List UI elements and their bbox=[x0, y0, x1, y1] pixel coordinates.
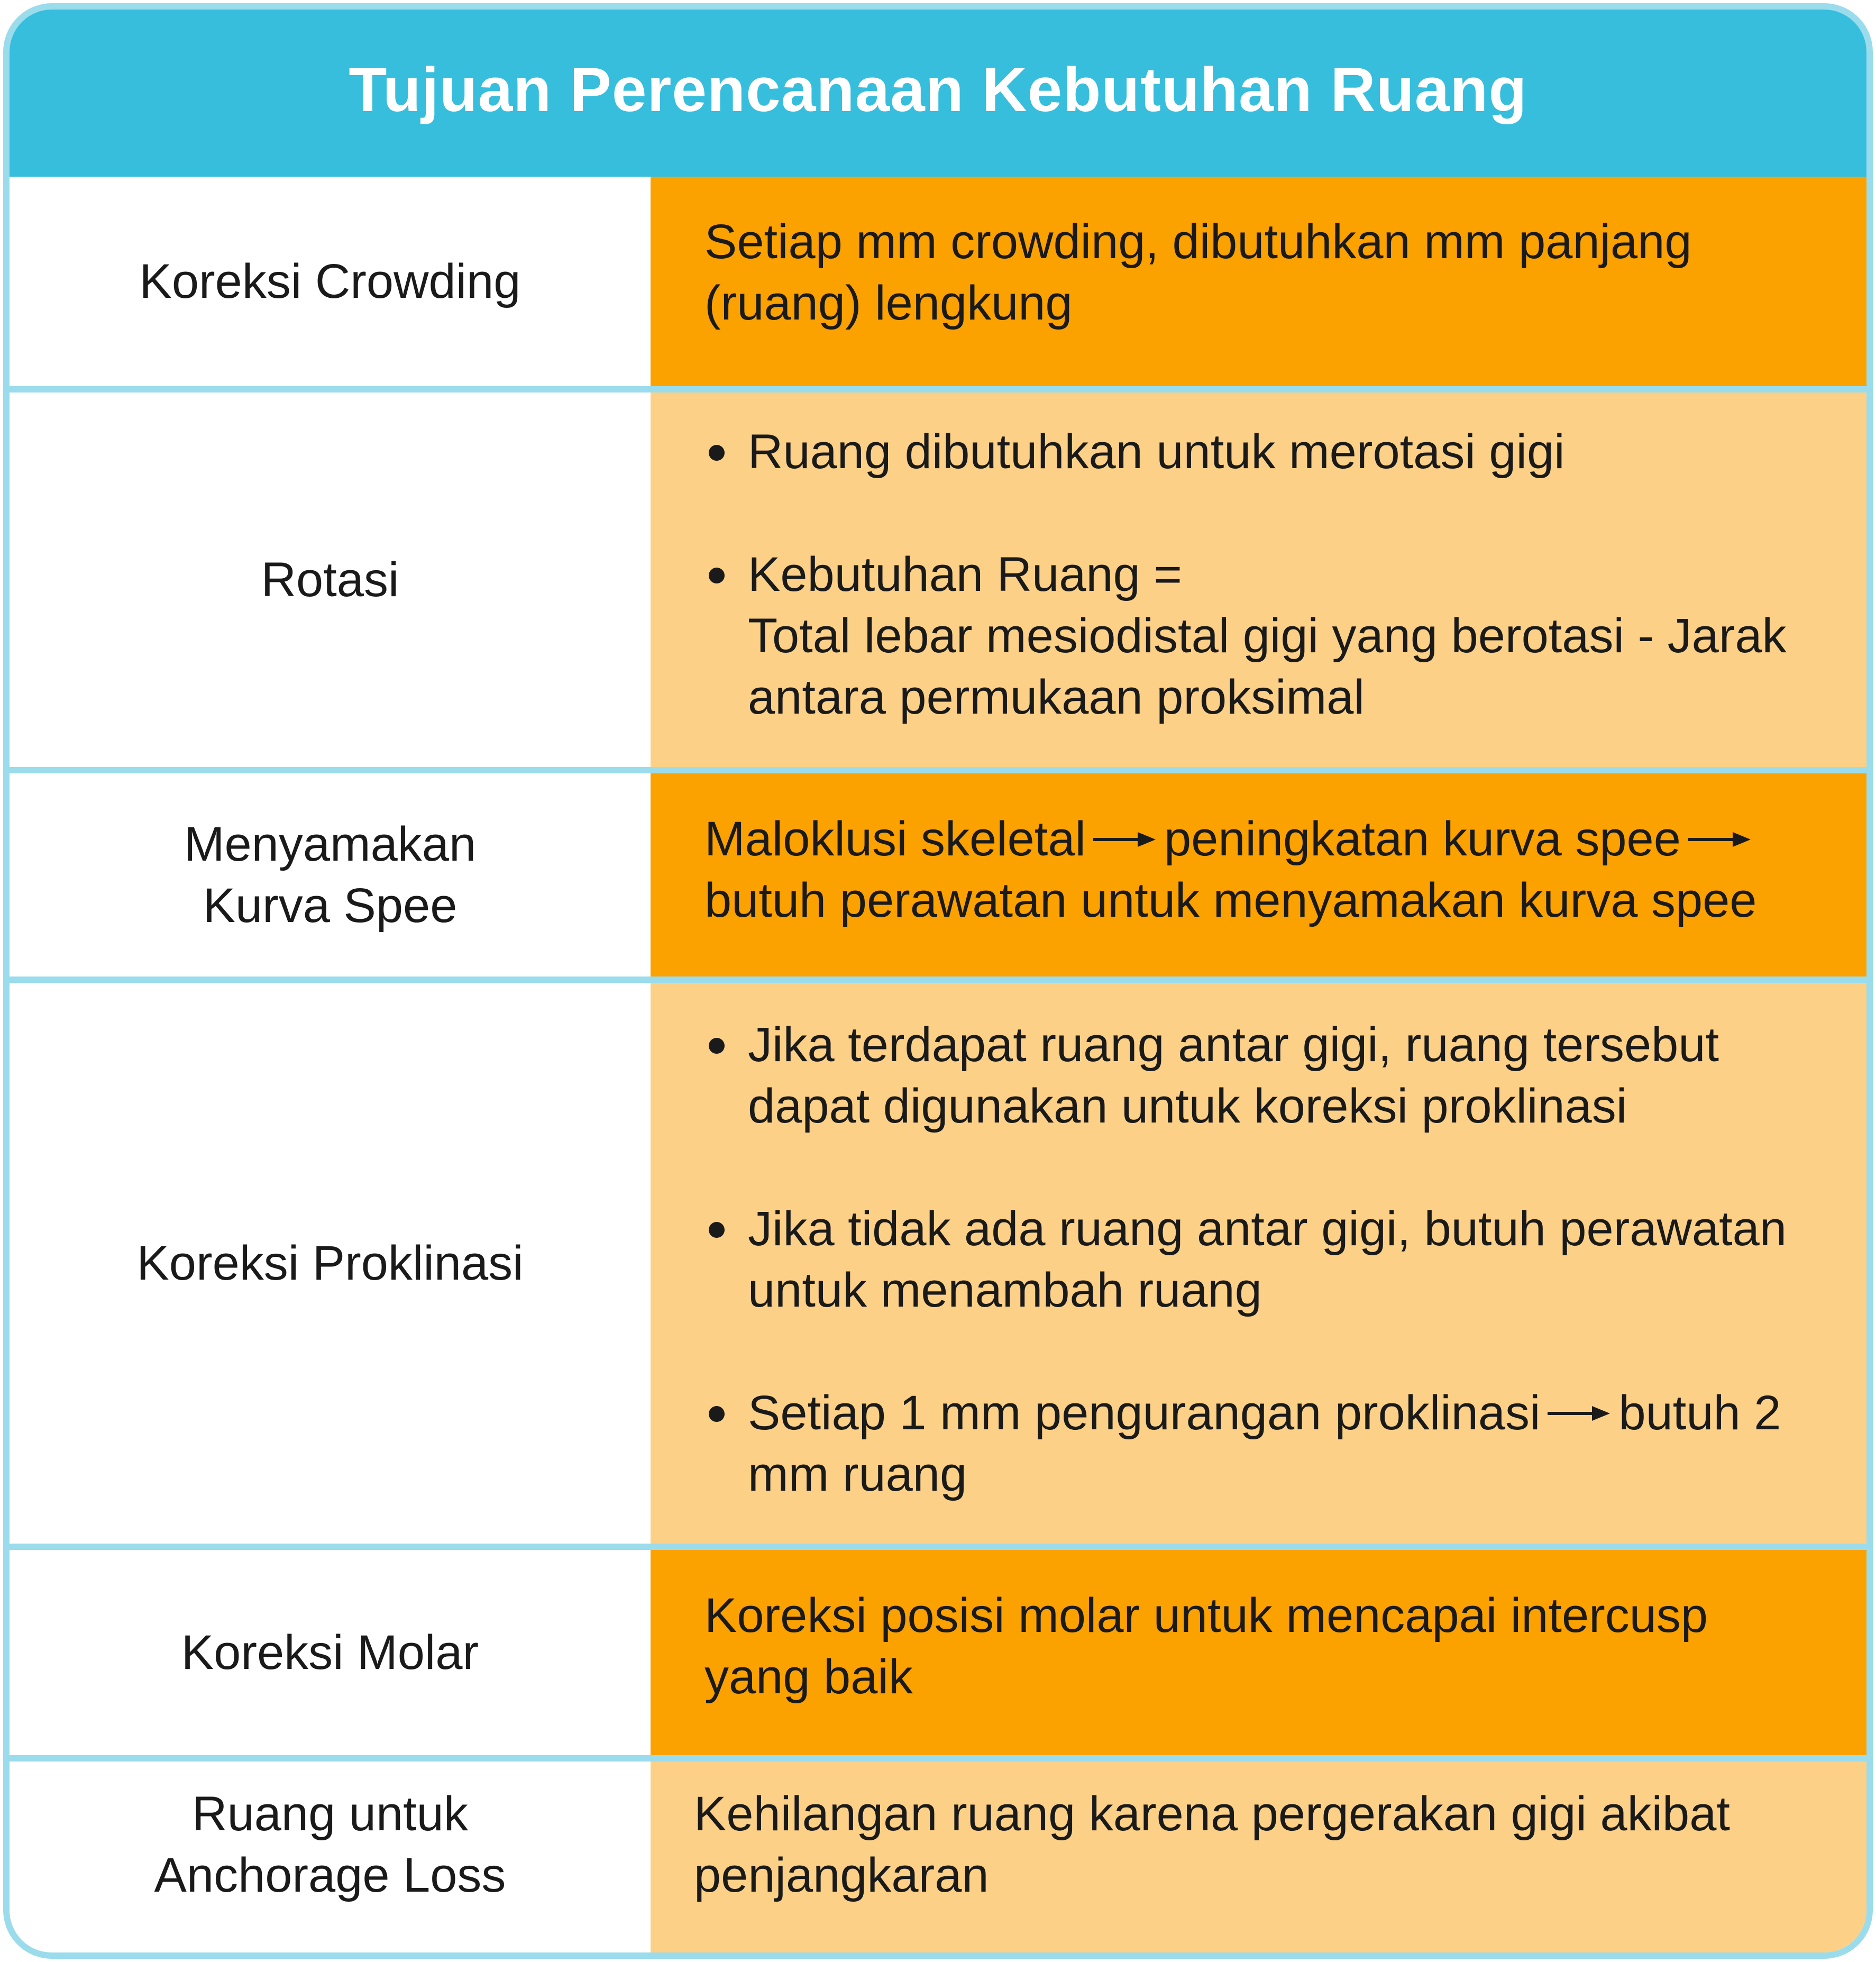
description-line: Koreksi posisi molar untuk mencapai intercusp bbox=[704, 1589, 1708, 1642]
row-label bbox=[10, 1762, 651, 1959]
description-text: peningkatan kurva spee bbox=[1164, 812, 1681, 866]
bullet-text: Setiap 1 mm pengurangan proklinasi bbox=[748, 1386, 1541, 1440]
table-row bbox=[10, 393, 1866, 767]
label-line: Anchorage Loss bbox=[154, 1848, 506, 1902]
bullet-line: Kebutuhan Ruang = bbox=[748, 547, 1183, 601]
row-divider bbox=[10, 977, 1866, 983]
row-description bbox=[651, 177, 1866, 386]
bullet-line: Jika terdapat ruang antar gigi, ruang tersebut bbox=[748, 1018, 1719, 1072]
description-line: Kehilangan ruang karena pergerakan gigi akibat bbox=[694, 1786, 1730, 1841]
bullet-line: untuk menambah ruang bbox=[748, 1263, 1262, 1317]
label-line: Koreksi Crowding bbox=[139, 254, 521, 308]
table-row bbox=[10, 773, 1866, 977]
bullet-line: dapat digunakan untuk koreksi proklinasi bbox=[748, 1079, 1627, 1133]
description-line: Setiap mm crowding, dibutuhkan mm panjang bbox=[704, 215, 1692, 269]
table-row bbox=[10, 1762, 1866, 1959]
bullet-item bbox=[704, 1382, 1845, 1505]
row-label bbox=[10, 393, 651, 767]
row-divider bbox=[10, 386, 1866, 393]
row-divider bbox=[10, 1755, 1866, 1762]
bullet-item bbox=[704, 1198, 1845, 1321]
description-line: penjangkaran bbox=[694, 1848, 989, 1902]
row-description bbox=[651, 1550, 1866, 1755]
row-divider bbox=[10, 1544, 1866, 1550]
label-line: Ruang untuk bbox=[192, 1786, 468, 1841]
description-line: butuh perawatan untuk menyamakan kurva spee bbox=[704, 873, 1757, 927]
label-line: Kurva Spee bbox=[203, 879, 457, 933]
bullet-item bbox=[704, 544, 1845, 728]
bullet-line bbox=[748, 1382, 1845, 1444]
bullet-line: Ruang dibutuhkan untuk merotasi gigi bbox=[748, 425, 1565, 479]
row-description bbox=[651, 773, 1866, 977]
description-line bbox=[704, 808, 1845, 870]
row-description bbox=[651, 983, 1866, 1544]
description-text: Maloklusi skeletal bbox=[704, 812, 1086, 866]
table-header bbox=[10, 10, 1866, 177]
table-card bbox=[3, 3, 1873, 1959]
bullet-line: antara permukaan proksimal bbox=[748, 670, 1365, 724]
row-label bbox=[10, 773, 651, 977]
table-title: Tujuan Perencanaan Kebutuhan Ruang bbox=[349, 55, 1527, 125]
table-row bbox=[10, 983, 1866, 1544]
row-label bbox=[10, 177, 651, 386]
arrow-right-icon bbox=[1548, 1403, 1611, 1424]
bullet-item bbox=[704, 421, 1845, 482]
label-line: Rotasi bbox=[261, 553, 399, 607]
table-row bbox=[10, 1550, 1866, 1755]
bullet-line: Jika tidak ada ruang antar gigi, butuh perawatan bbox=[748, 1202, 1787, 1256]
row-label bbox=[10, 1550, 651, 1755]
table-row bbox=[10, 177, 1866, 386]
arrow-right-icon bbox=[1688, 829, 1752, 850]
row-description bbox=[651, 1762, 1866, 1959]
arrow-right-icon bbox=[1093, 829, 1157, 850]
description-line: (ruang) lengkung bbox=[704, 276, 1073, 330]
description-line: yang baik bbox=[704, 1650, 913, 1704]
row-label bbox=[10, 983, 651, 1544]
label-line: Menyamakan bbox=[184, 817, 477, 871]
label-line: Koreksi Molar bbox=[181, 1626, 479, 1680]
bullet-line: mm ruang bbox=[748, 1447, 967, 1501]
label-line: Koreksi Proklinasi bbox=[136, 1236, 524, 1290]
bullet-item bbox=[704, 1014, 1845, 1137]
row-divider bbox=[10, 767, 1866, 773]
row-description bbox=[651, 393, 1866, 767]
bullet-text: butuh 2 bbox=[1618, 1386, 1781, 1440]
bullet-line: Total lebar mesiodistal gigi yang berotasi - Jarak bbox=[748, 609, 1787, 663]
